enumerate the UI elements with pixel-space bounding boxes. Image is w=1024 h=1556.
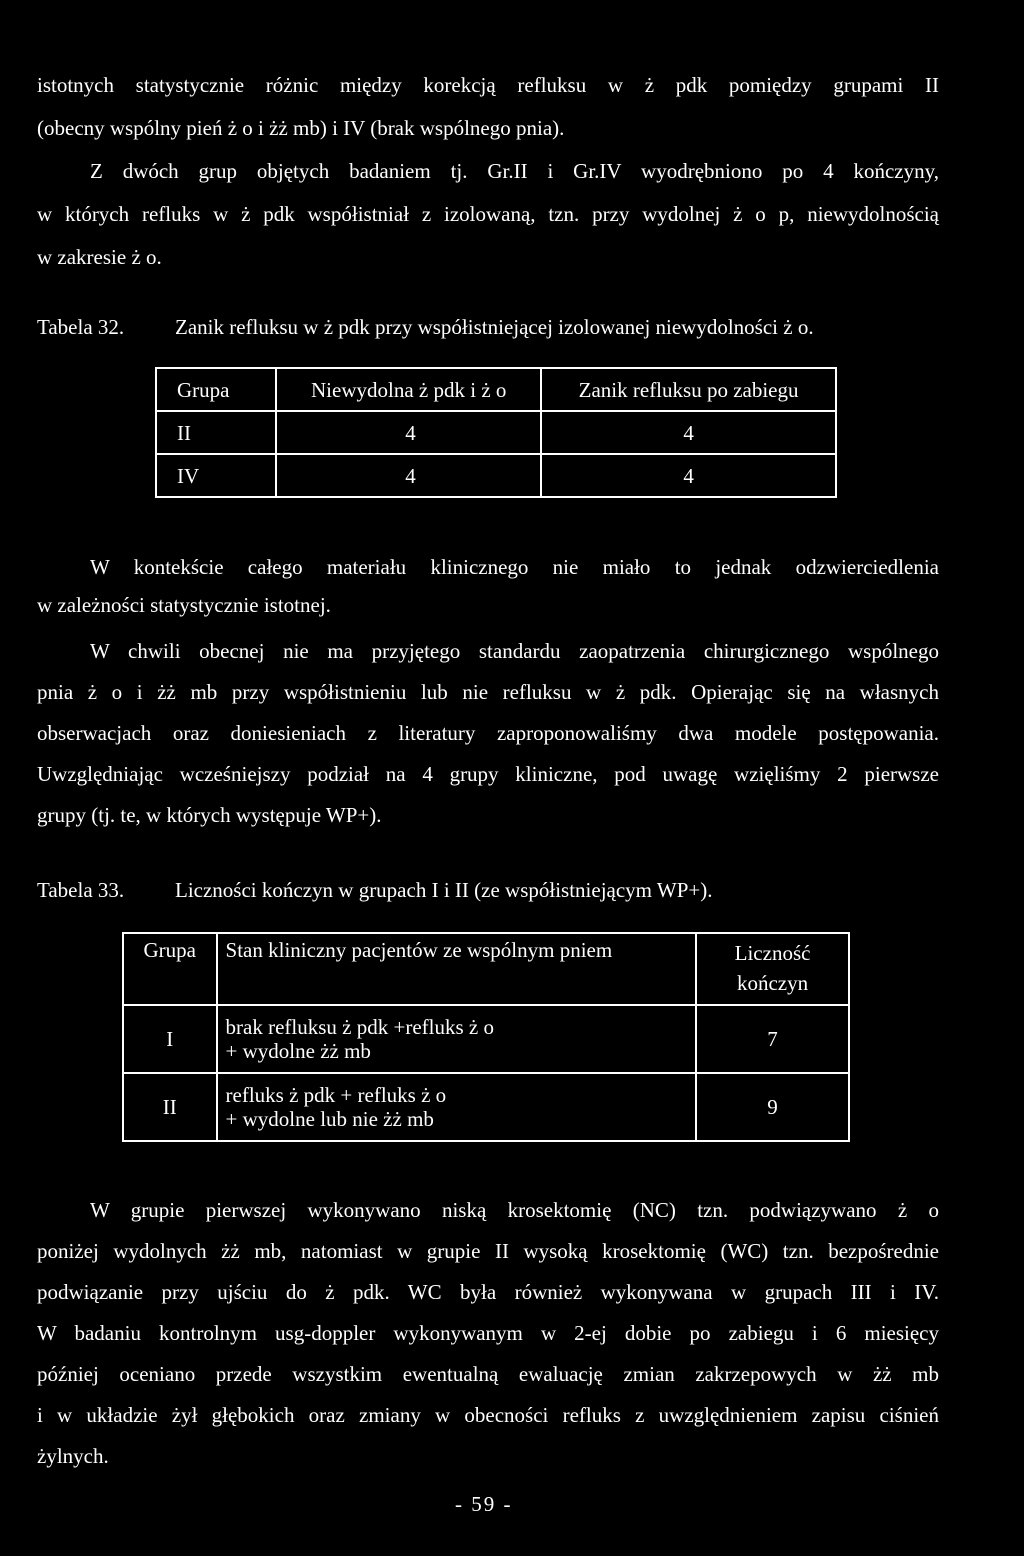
para4-line5: grupy (tj. te, w których występuje WP+). [37,803,382,827]
page-number: - 59 - [455,1492,513,1516]
table-cell: 4 [276,454,541,497]
table-cell: II [123,1073,217,1141]
para1-line2: (obecny wspólny pień ż o i żż mb) i IV (brak wspólnego pnia). [37,116,565,140]
table-row [123,1005,849,1073]
table-row [156,454,836,497]
table-cell: 7 [696,1005,849,1073]
table-cell: IV [156,454,276,497]
header-cell-line: kończyn [736,971,809,995]
table-header-row [123,933,849,1005]
table-row [156,411,836,454]
para2-line2: w których refluks w ż pdk współistniał z izolowaną, tzn. przy wydolnej ż o p, niewydolnością [37,202,939,226]
para5-line7: żylnych. [37,1444,109,1468]
table-cell [217,1073,697,1141]
cell-line: refluks ż pdk + refluks ż o [225,1083,447,1107]
header-cell: Grupa [123,933,217,1005]
para2-line1: Z dwóch grup objętych badaniem tj. Gr.II i Gr.IV wyodrębniono po 4 kończyny, [90,159,939,183]
para3-line1: W kontekście całego materiału klinicznego nie miało to jednak odzwierciedlenia [90,555,939,579]
header-cell-line: Liczność [734,941,811,965]
header-cell: Stan kliniczny pacjentów ze wspólnym pniem [217,933,697,1005]
table33-title: Liczności kończyn w grupach I i II (ze współistniejącym WP+). [175,878,713,902]
para5-line6: i w układzie żył głębokich oraz zmiany w obecności refluks z uwzględnieniem zapisu ciśnień [37,1403,939,1427]
cell-line: brak refluksu ż pdk +refluks ż o [225,1015,494,1039]
para5-line1: W grupie pierwszej wykonywano niską krosektomię (NC) tzn. podwiązywano ż o [90,1198,939,1222]
para5-line2: poniżej wydolnych żż mb, natomiast w grupie II wysoką krosektomię (WC) tzn. bezpośrednie [37,1239,939,1263]
header-cell [696,933,849,1005]
para5-line5: później oceniano przede wszystkim ewentualną ewaluację zmian zakrzepowych w żż mb [37,1362,939,1386]
table-row [123,1073,849,1141]
header-cell: Grupa [156,368,276,411]
table32-caption [37,314,814,340]
table32-title: Zanik refluksu w ż pdk przy współistniejącej izolowanej niewydolności ż o. [175,315,814,339]
table-cell: 4 [541,411,836,454]
cell-line: + wydolne żż mb [225,1039,371,1063]
para3-line2: w zależności statystycznie istotnej. [37,593,331,617]
para4-line1: W chwili obecnej nie ma przyjętego standardu zaopatrzenia chirurgicznego wspólnego [90,639,939,663]
para1-line1: istotnych statystycznie różnic między korekcją refluksu w ż pdk pomiędzy grupami II [37,73,939,97]
para5-line3: podwiązanie przy ujściu do ż pdk. WC była również wykonywana w grupach III i IV. [37,1280,939,1304]
para4-line4: Uwzględniając wcześniejszy podział na 4 grupy kliniczne, pod uwagę wzięliśmy 2 pierwsze [37,762,939,786]
para4-line3: obserwacjach oraz doniesieniach z literatury zaproponowaliśmy dwa modele postępowania. [37,721,939,745]
cell-line: + wydolne lub nie żż mb [225,1107,434,1131]
table-cell: 9 [696,1073,849,1141]
table-cell: I [123,1005,217,1073]
header-cell: Zanik refluksu po zabiegu [541,368,836,411]
table-cell: 4 [541,454,836,497]
header-cell: Niewydolna ż pdk i ż o [276,368,541,411]
table-header-row [156,368,836,411]
table-cell: II [156,411,276,454]
table33-label: Tabela 33. [37,878,125,902]
table-cell [217,1005,697,1073]
para5-line4: W badaniu kontrolnym usg-doppler wykonywanym w 2-ej dobie po zabiegu i 6 miesięcy [37,1321,939,1345]
table33 [122,932,850,1142]
table-cell: 4 [276,411,541,454]
para4-line2: pnia ż o i żż mb przy współistnieniu lub nie refluksu w ż pdk. Opierając się na własnych [37,680,939,704]
table33-caption [37,877,712,903]
table32-label: Tabela 32. [37,315,125,339]
para2-line3: w zakresie ż o. [37,245,162,269]
table32 [155,367,837,498]
